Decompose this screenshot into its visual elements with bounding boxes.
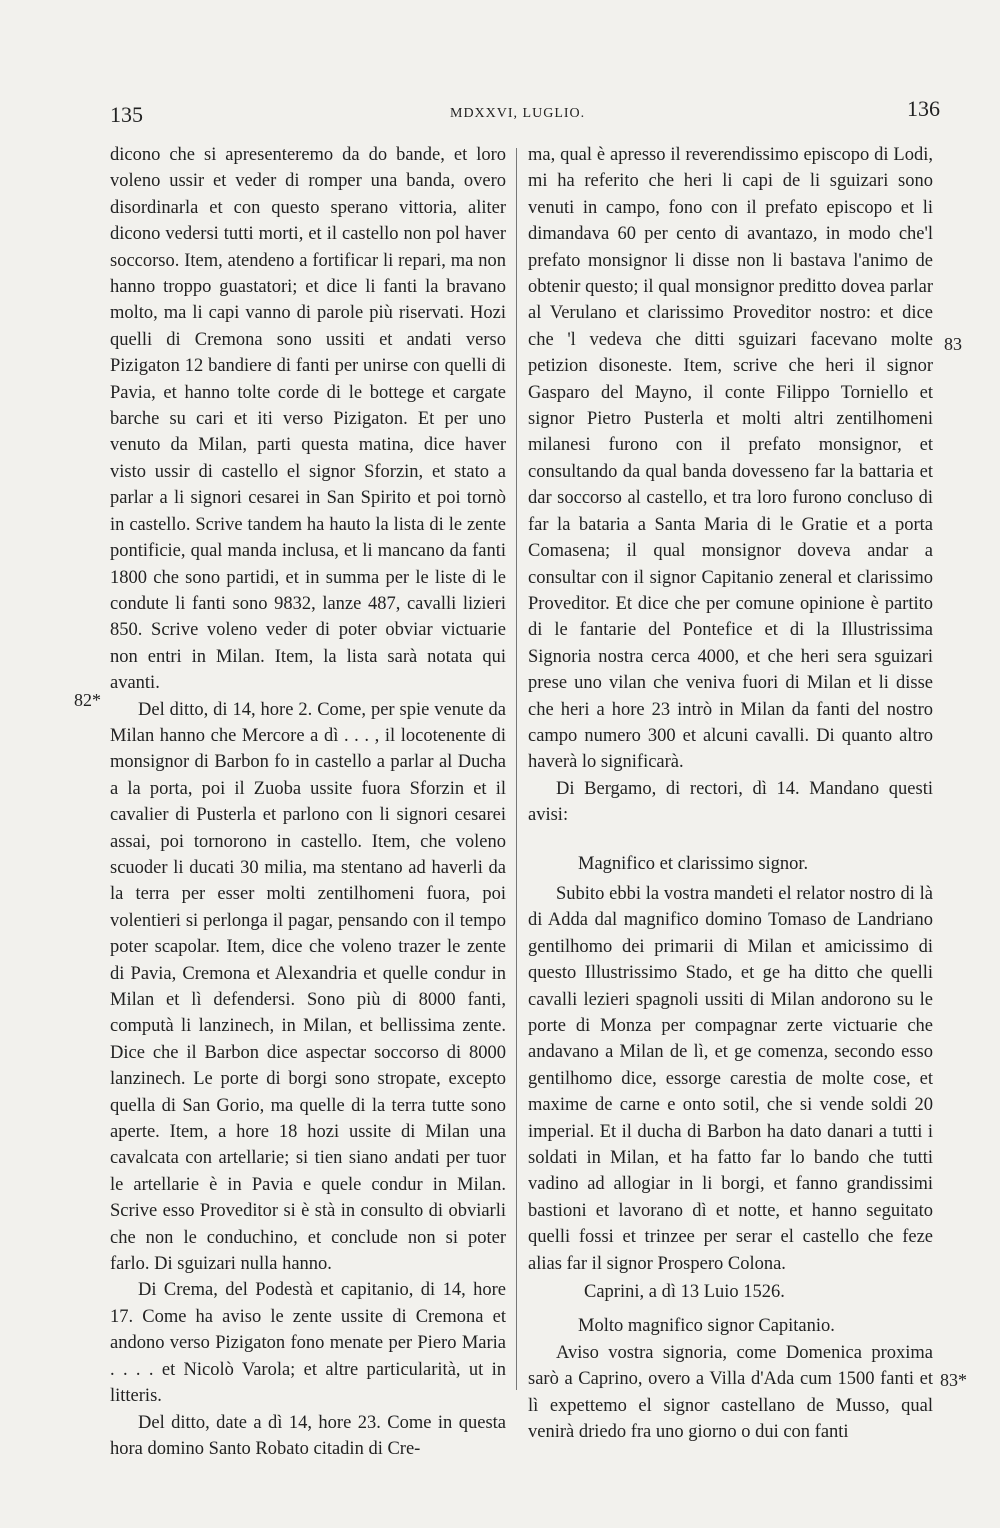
letter-salutation-1: Magnifico et clarissimo signor. <box>578 853 809 874</box>
right-paragraph-3: Subito ebbi la vostra mandeti el relator nostro di là di Adda dal magnifico domino Tomaso de Landriano gentilhomo dei primarii di Milan et amicissimo di questo Illustrissimo Stado, et ge ha ditto che quelli cavalli lezieri spagnoli ussiti di Milan andorono su le porte di Monza per compagnar zerte victuarie che andavano a Milan de lì, et ge comenza, secondo esso gentilhomo dice, essorge carestia de molte cose, et maxime de carne e onto sotil, che si vende soldi 20 imperial. Et il ducha di Barbon ha dato danari a tutti i soldati in Milan, et ha fatto far lo bando che tutti vadino ad allogiar in li borgi, et fanno grandissimi bastioni et lavorano dì et notte, et hanno seguitato quelli fossi et trinzee per serar el castello che feze alias far il signor Prospero Colona. <box>528 883 933 1274</box>
left-column <box>110 142 506 1462</box>
right-paragraph-4: Aviso vostra signoria, come Domenica proxima sarò a Caprino, overo a Villa d'Ada cum 1500 fanti et lì expettemo el signor castellano de Musso, qual venirà driedo fra uno giorno o dui con fanti <box>528 1342 933 1443</box>
column-divider <box>516 148 517 1390</box>
left-paragraph-3: Di Crema, del Podestà et capitanio, di 14, hore 17. Come ha aviso le zente ussite di Cremona et andono verso Pizigaton fono menate per Piero Maria . . . . et Nicolò Varola; et altre particularità, ut in litteris. <box>110 1280 506 1407</box>
running-head: MDXXVI, LUGLIO. <box>450 106 586 121</box>
right-paragraph-1: ma, qual è apresso il reverendissimo episcopo di Lodi, mi ha referito che heri li capi de li sguizari sono venuti in campo, fono con il prefato episcopo et li dimandava 60 per cento di avantazo, in modo che'l prefato monsignor li disse non li bastava l'animo de obtenir questo; il qual monsignor preditto dovea parlar al Verulano et clarissimo Proveditor nostro: et dice che 'l vedeva che ditti sguizari facevano molte petizion disoneste. Item, scrive che heri il signor Gasparo del Mayno, il conte Filippo Torniello et signor Pietro Pusterla et molti altri zentilhomeni milanesi furono con il prefato monsignor, et consultando da qual banda dovesseno far la battaria et dar soccorso al castello, et tra loro furono concluso di far la bataria a Santa Maria di le Gratie et a porta Comasena; il qual monsignor doveva andar a consultar con il signor Capitanio zeneral et clarissimo Proveditor. Et dice che per comune opinione è partito di le fantarie del Pontefice et di la Illustrissima Signoria nostra cerca 4000, et che heri sera sguizari prese uno vilan che veniva fuori di Milan et li disse che heri a hore 23 intrò in Milan da fanti del nostro campo numero 300 et alcuni cavalli. Di quanto altro haverà lo significarà. <box>528 145 933 773</box>
right-paragraph-2: Di Bergamo, di rectori, dì 14. Mandano questi avisi: <box>528 778 933 826</box>
right-column <box>528 142 933 1446</box>
left-page-number: 135 <box>110 102 143 127</box>
letter-dateline: Caprini, a dì 13 Luio 1526. <box>584 1282 785 1303</box>
left-paragraph-2: Del ditto, di 14, hore 2. Come, per spie venute da Milan hanno che Mercore a dì . . . , il locotenente di monsignor di Barbon fo in castello a parlar al Ducha a la porta, poi il Zuoba ussite fuora Sforzin et il cavalier di Pusterla et parlono con li signori cesarei assai, poi tornorono in castello. Item, che voleno scuoder li ducati 30 milia, ma stentano ad haverli da la terra per esser molti zentilhomeni fuora, poi volentieri si perlonga il pagar, pensando con il tempo poter scapolar. Item, dice che voleno trazer le zente di Pavia, Cremona et Alexandria et quelle condur in Milan et lì defendersi. Sono più di 8000 fanti, computà li lanzinech, in Milan, et bellissima zente. Dice che il Barbon dice aspectar soccorso di 8000 lanzinech. Le porte di borgi sono stropate, excepto quella di San Gorio, ma quelle di la terra tutte sono aperte. Item, a hore 18 hozi ussite di Milan una cavalcata con artellarie; si tien siano andati per tuor le artellarie è in Pavia e quele condur in Milan. Scrive esso Proveditor si è stà in consulto di obviarli che non le conduchino, et conclude non si poter farlo. Di sguizari nulla hanno. <box>110 699 506 1275</box>
page-header <box>110 96 940 136</box>
left-paragraph-4: Del ditto, date a dì 14, hore 23. Come in questa hora domino Santo Robato citadin di Cre- <box>110 1412 506 1459</box>
right-page-number: 136 <box>907 96 940 121</box>
margin-note-left: 82* <box>74 690 101 710</box>
left-paragraph-1: dicono che si apresenteremo da do bande, et loro voleno ussir et veder di romper una banda, overo disordinarla et con questo sperano vittoria, aliter dicono vedersi tutti morti, et il castello non pol haver soccorso. Item, atendeno a fortificar li repari, ma non hanno troppo guastatori; et dice li fanti la bravano molto, ma li capi vanno di parole più riservati. Hozi quelli di Cremona sono ussiti et andati verso Pizigaton 12 bandiere di fanti per unirse con quelli di Pavia, et hanno tolte corde di le bottege et cargate barche su cari et iti verso Pizigaton. Et per uno venuto da Milan, parti questa matina, dice haver visto ussir di castello el signor Sforzin, et stato a parlar a li signori cesarei in San Spirito et poi tornò in castello. Scrive tandem ha hauto la lista di le zente pontificie, qual manda inclusa, et li mancano da fanti 1800 che sono partidi, et in summa per le liste di le condute li fanti sono 9832, lanze 487, cavalli lizieri 850. Scrive voleno veder di poter obviar victuarie non entri in Milan. Item, la lista sarà notata qui avanti. <box>110 145 506 694</box>
margin-note-right-bottom: 83* <box>940 1370 967 1390</box>
margin-note-right-top: 83 <box>944 334 962 354</box>
letter-salutation-2: Molto magnifico signor Capitanio. <box>578 1316 835 1337</box>
